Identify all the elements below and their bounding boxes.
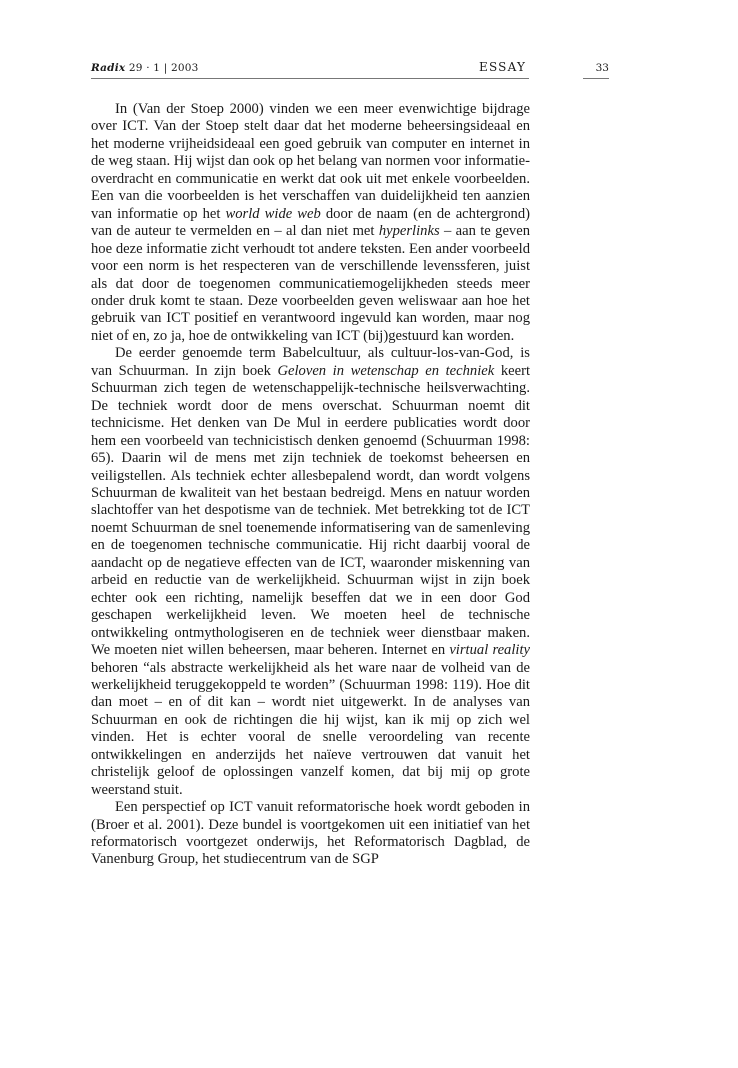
text-run: – aan te geven hoe deze informatie zicht verhoudt tot andere teksten. Een ander voorbeeld voor een norm is het respecteren van de verschillende levenssferen, juist als dat door de toegenomen communicatiemogelijkheden steeds meer onder druk komt te staan. Deze voorbeelden geven weliswaar aan hoe het gebruik van ICT positief en verantwoord ingevuld kan worden, maar nog niet of en, zo ja, hoe de ontwikkeling van ICT (bij)gestuurd kan worden.	[91, 223, 530, 344]
page-number: 33	[595, 62, 609, 74]
text-run: keert Schuurman zich tegen de wetenschappelijk-technische heilsverwachting. De techniek wordt door de mens overschat. Schuurman noemt dit technicisme. Het denken van De Mul in eerdere publicaties wordt door hem een voorbeeld van technicistisch denken genoemd (Schuurman 1998: 65). Daarin wil de mens met zijn techniek de toekomst beheersen en veiligstellen. Als techniek echter allesbepalend wordt, dan wordt volgens Schuurman de kwaliteit van het bestaan bedreigd. Mens en natuur worden slachtoffer van het despotisme van de techniek. Met betrekking tot de ICT noemt Schuurman de snel toenemende informatisering van de samenleving en de toegenomen technische communicatie. Hij richt daarbij vooral de aandacht op de negatieve effecten van de ICT, waaronder miskenning van arbeid en reductie van de werkelijkheid. Schuurman wijst in zijn boek echter ook een richting, namelijk beseffen dat we in een door God geschapen werkelijkheid leven. We moeten heel de technische ontwikkeling ontmythologiseren en de techniek weer dienstbaar maken. We moeten niet willen beheersen, maar beheren. Internet en	[91, 362, 530, 659]
journal-citation	[91, 62, 199, 74]
text-run: behoren “als abstracte werkelijkheid als het ware naar de volheid van de werkelijkheid teruggekoppeld te worden” (Schuurman 1998: 119). Hoe dit dan moet – en of dit kan – wordt niet uitgewerkt. In de analyses van Schuurman en ook de richtingen die hij wijst, kan ik mij op zich wel vinden. Het is echter vooral de snelle veroordeling van recente ontwikkelingen en anderzijds het naïeve vertrouwen dat vanuit het christelijk geloof de oplossingen vanzelf komen, dat bij mij op grote weerstand stuit.	[91, 659, 530, 798]
text-run-italic: Geloven in wetenschap en techniek	[277, 362, 495, 379]
text-run: Een perspectief op ICT vanuit reformatorische hoek wordt geboden in (Broer et al. 2001). Deze bundel is voortgekomen uit een initiatief van het reformatorisch voortgezet onderwijs, het Reformatorisch Dagblad, de Vanenburg Group, het studiecentrum van de SGP	[91, 799, 530, 868]
text-run: De eerder genoemde term Babelcultuur, als cultuur-los-van-God, is van Schuurman. In zijn boek	[91, 345, 530, 379]
text-run-italic: virtual reality	[449, 642, 530, 659]
header-rule	[91, 78, 529, 79]
header-rule-page	[583, 78, 609, 79]
journal-issue: 29 · 1 | 2003	[128, 62, 199, 74]
text-run: In (Van der Stoep 2000) vinden we een meer evenwichtige bijdrage over ICT. Van der Stoep stelt daar dat het moderne beheersingsideaal en het moderne vrijheidsideaal een goed gebruik van computer en internet in de weg staan. Hij wijst dan ook op het belang van normen voor informatie-overdracht en communicatie en werkt dat ook uit met enkele voorbeelden. Een van die voorbeelden is het verschaffen van duidelijkheid ten aanzien van informatie op het	[91, 101, 530, 222]
section-label: ESSAY	[479, 60, 527, 74]
running-header	[91, 60, 609, 78]
paragraph	[91, 799, 530, 869]
paragraph	[91, 345, 530, 799]
journal-name: Radix	[91, 62, 126, 74]
paragraph	[91, 101, 530, 345]
text-run-italic: world wide web	[225, 205, 321, 222]
article-body	[91, 101, 530, 869]
text-run-italic: hyperlinks	[378, 223, 440, 240]
text-run: door de naam (en de achtergrond) van de auteur te vermelden en – al dan niet met	[91, 205, 530, 240]
